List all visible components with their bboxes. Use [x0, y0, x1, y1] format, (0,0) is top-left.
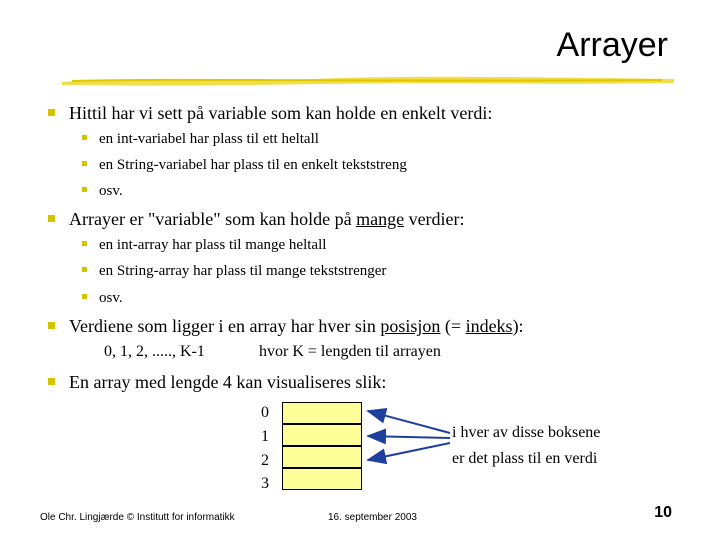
bullet-1-text: Hittil har vi sett på variable som kan holde en enkelt verdi:	[69, 103, 493, 123]
bullet-3-underlined-indeks: indeks	[465, 316, 513, 336]
arrow-to-cell-0	[368, 411, 450, 433]
index-explanation: hvor K = lengden til arrayen	[259, 343, 441, 360]
bullet-2-text-before: Arrayer er "variable" som kan holde på	[69, 209, 357, 229]
bullet-2-underlined: mange	[356, 209, 405, 229]
arrow-to-cell-2	[368, 443, 450, 460]
bullet-3-text-middle: (=	[440, 316, 466, 336]
arrow-to-cell-1	[368, 436, 450, 438]
footer-date: 16. september 2003	[328, 512, 417, 523]
sub-bullet-text: en String-array har plass til mange tekststrenger	[99, 263, 387, 279]
footer-author: Ole Chr. Lingjærde © Institutt for informatikk	[40, 512, 235, 523]
sub-bullet-text: en String-variabel har plass til en enkelt tekststreng	[99, 157, 407, 173]
bullet-3-underlined-posisjon: posisjon	[380, 316, 441, 336]
sub-bullet-text: osv.	[99, 183, 123, 199]
bullet-3-text-before: Verdiene som ligger i en array har hver sin	[69, 316, 381, 336]
sub-bullet-text: en int-array har plass til mange heltall	[99, 237, 327, 253]
array-index-2: 2	[261, 452, 269, 469]
array-note-line-2: er det plass til en verdi	[452, 450, 598, 467]
bullet-3-text-after: ):	[512, 316, 524, 336]
slide-title: Arrayer	[556, 26, 668, 64]
array-note-line-1: i hver av disse boksene	[452, 424, 601, 441]
page-number: 10	[654, 504, 672, 521]
sub-bullet-text: en int-variabel har plass til ett heltall	[99, 131, 319, 147]
bullet-2-text-after: verdier:	[404, 209, 465, 229]
array-index-0: 0	[261, 404, 269, 421]
index-example: 0, 1, 2, ....., K-1	[104, 343, 205, 360]
sub-bullet-text: osv.	[99, 290, 123, 306]
bullet-4-text: En array med lengde 4 kan visualiseres slik:	[69, 372, 387, 392]
array-index-3: 3	[261, 475, 269, 492]
array-index-1: 1	[261, 428, 269, 445]
